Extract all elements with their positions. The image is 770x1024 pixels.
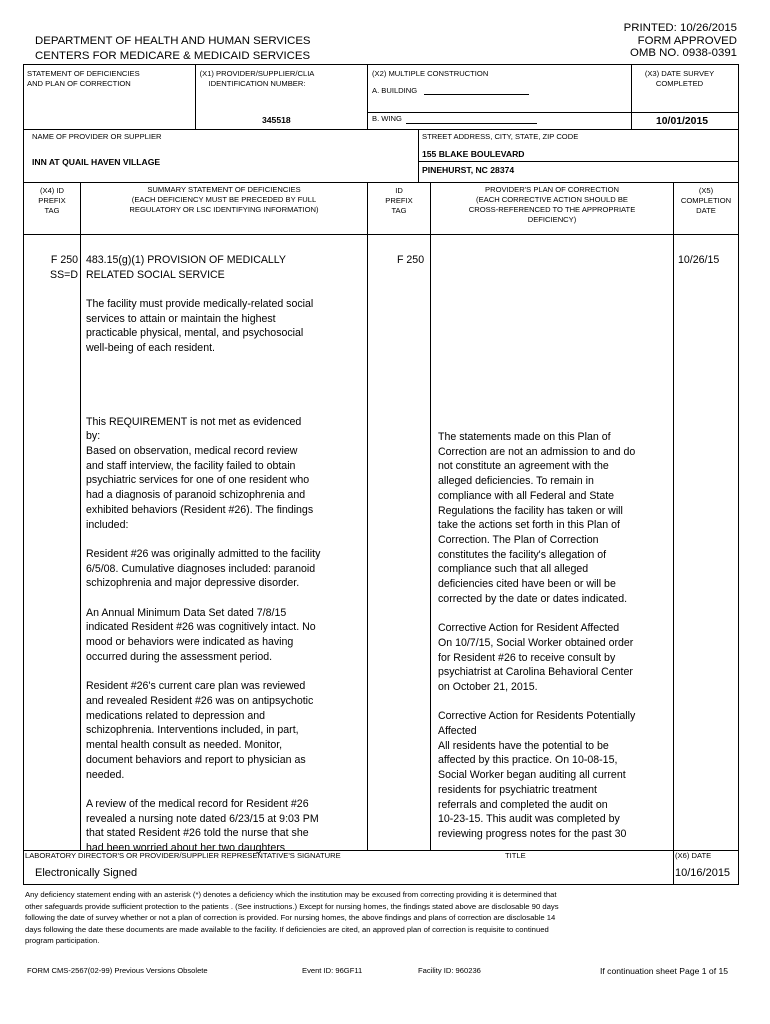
plan-of-correction-header: PROVIDER'S PLAN OF CORRECTION (EACH CORRECTIVE ACTION SHOULD BE CROSS-REFERENCED TO THE APPROPRIATE DEFICIENCY) [468,185,636,224]
x2-multiple-construction-label: (X2) MULTIPLE CONSTRUCTION [372,69,489,78]
plan-id-tag: F 250 [397,254,425,266]
printed-date: PRINTED: 10/26/2015 [623,22,737,34]
summary-statement-header: SUMMARY STATEMENT OF DEFICIENCIES (EACH DEFICIENCY MUST BE PRECEDED BY FULL REGULATORY OR LSC IDENTIFYING INFORMATION) [129,185,319,214]
omb-number: OMB NO. 0938-0391 [630,47,737,59]
title-label: TITLE [505,851,526,860]
agency-title [35,34,311,64]
scope-severity: SS=D [50,269,78,281]
summary-statement-text: The facility must provide medically-related social services to attain or maintain the highest practicable physical, mental, and psychosocial well-being of each resident. This REQUIREMENT is not met as evidenced by: Based on observation, medical record review and staff interview, the facility failed to obtain psychiatric services for one of one resident who had a diagnosis of paranoid schizophrenia and exhibited behaviors (Resident #26). The findings included: Resident #26 was originally admitted to the facility 6/5/08. Cumulative diagnoses included: paranoid schizophrenia and major depressive disorder. An Annual Minimum Data Set dated 7/8/15 indicated Resident #26 was cognitively intact. No mood or behaviors were indicated as having occurred during the assessment period. Resident #26's current care plan was reviewed and revealed Resident #26 was on antipsychotic medications related to depression and schizophrenia. Interventions included, in part, mental health consult as needed. Monitor, document behaviors and report to physician as needed. A review of the medical record for Resident #26 revealed a nursing note dated 6/23/15 at 9:03 PM that stated Resident #26 told the nurse that she had been worried about her two daughters [86,298,321,855]
disclaimer-text: Any deficiency statement ending with an asterisk (*) denotes a deficiency which the institution may be excused from correcting providing it is determined that other safeguards provide sufficient protection to the patients . (See instructions.) Except for nursing homes, the findings stated above are disclosable 90 days following the date of survey whether or not a plan of correction is provided. For nursing homes, the above findings and plans of correction are disclosable 14 days following the date these documents are made available to the facility. If deficiencies are cited, an approved plan of correction is requisite to continued program participation. [25,890,559,945]
statement-of-deficiencies-label: STATEMENT OF DEFICIENCIES AND PLAN OF CORRECTION [27,69,140,88]
provider-id-number: 345518 [262,115,291,125]
form-approved: FORM APPROVED [637,34,737,47]
wing-line [406,123,537,124]
provider-name: INN AT QUAIL HAVEN VILLAGE [32,157,161,167]
plan-of-correction-text: The statements made on this Plan of Correction are not an admission to and do not constitute an agreement with the alleged deficiencies. To remain in compliance with all Federal and State Regulations the facility has taken or will take the actions set forth in this Plan of Correction. The Plan of Correction constitutes the facility's allegation of compliance such that all alleged deficiencies cited have been or will be corrected by the date or dates indicated. Corrective Action for Resident Affected On 10/7/15, Social Worker obtained order for Resident #26 to receive consult by psychiatrist at Carolina Behavioral Center on October 21, 2015. Corrective Action for Residents Potentially Affected All residents have the potential to be affected by this practice. On 10-08-15, Social Worker began auditing all current residents for psychiatric treatment referrals and completed the audit on 10-23-15. This audit was completed by reviewing progress notes for the past 30 [438,431,636,840]
x1-provider-label: (X1) PROVIDER/SUPPLIER/CLIA IDENTIFICATION NUMBER: [199,69,315,88]
x6-date-label: (X6) DATE [675,851,712,860]
centers-name: CENTERS FOR MEDICARE & MEDICAID SERVICES [35,50,311,62]
signature-date: 10/16/2015 [675,867,731,879]
address-label: STREET ADDRESS, CITY, STATE, ZIP CODE [422,132,579,141]
x4-id-prefix-header: (X4) ID PREFIX TAG [38,186,66,215]
event-id: Event ID: 96GF11 [302,966,363,975]
id-prefix-header: ID PREFIX TAG [385,186,413,215]
survey-completed-date: 10/01/2015 [656,116,709,127]
completion-date: 10/26/15 [678,254,720,266]
x5-completion-date-header: (X5) COMPLETION DATE [680,186,732,215]
wing-label: B. WING [372,114,402,123]
building-label: A. BUILDING [372,86,418,95]
facility-id: Facility ID: 960236 [418,966,481,975]
deficiency-title: 483.15(g)(1) PROVISION OF MEDICALLY RELATED SOCIAL SERVICE [86,254,286,281]
signature-label: LABORATORY DIRECTOR'S OR PROVIDER/SUPPLIER REPRESENTATIVE'S SIGNATURE [25,851,341,860]
form-number: FORM CMS-2567(02-99) Previous Versions Obsolete [27,966,208,975]
building-line [424,94,529,95]
continuation-page: If continuation sheet Page 1 of 15 [600,966,729,976]
electronic-signature: Electronically Signed [35,867,138,879]
city-state-zip: PINEHURST, NC 28374 [422,165,515,175]
x3-date-survey-label: (X3) DATE SURVEY COMPLETED [644,69,715,88]
provider-name-label: NAME OF PROVIDER OR SUPPLIER [32,132,162,141]
street-address: 155 BLAKE BOULEVARD [422,149,525,159]
form-meta [560,22,737,60]
deficiency-tag: F 250 [50,254,78,266]
department-name: DEPARTMENT OF HEALTH AND HUMAN SERVICES [35,35,311,47]
